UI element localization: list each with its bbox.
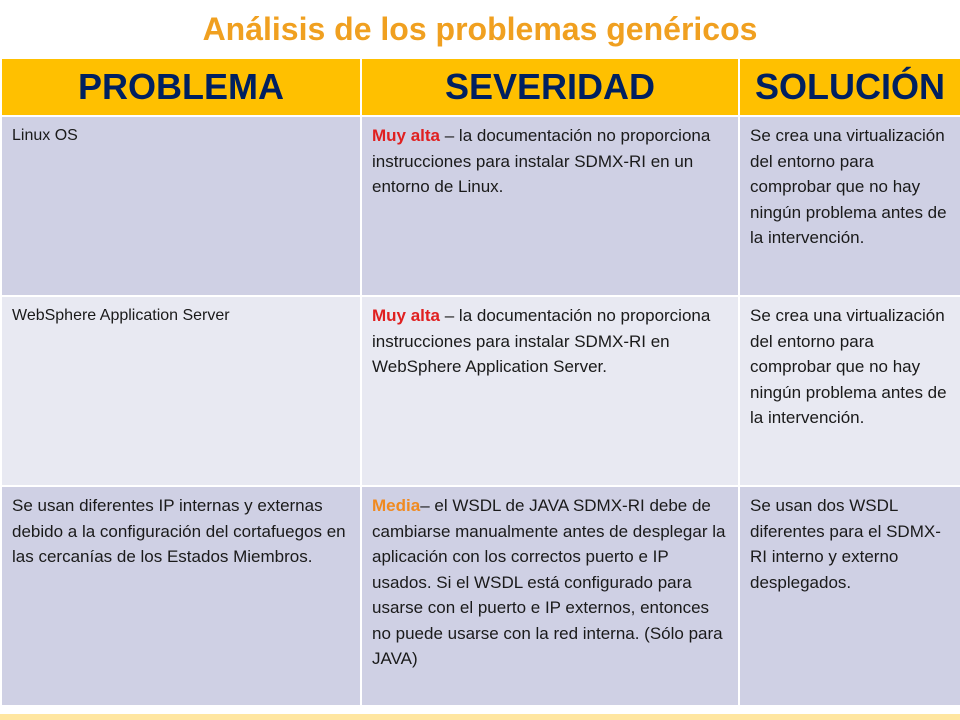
severity-level: Muy alta — [372, 306, 441, 325]
table-row — [1, 486, 960, 706]
problems-table — [0, 59, 960, 707]
severity-description: – el WSDL de JAVA SDMX-RI debe de cambiarse manualmente antes de desplegar la aplicación con los correctos puerto e IP usados. Si el WSDL está configurado para usarse con el puerto e IP externos, entonces no puede usarse con la red interna. (Sólo para JAVA) — [372, 496, 726, 668]
severity-cell — [361, 116, 739, 296]
severity-cell — [361, 296, 739, 486]
table-row — [1, 296, 960, 486]
solution-cell: Se crea una virtualización del entorno para comprobar que no hay ningún problema antes de la intervención. — [739, 116, 960, 296]
problem-cell: Linux OS — [1, 116, 361, 296]
table-row — [1, 116, 960, 296]
bottom-accent-bar — [0, 714, 960, 720]
solution-cell: Se crea una virtualización del entorno para comprobar que no hay ningún problema antes de la intervención. — [739, 296, 960, 486]
problem-cell: WebSphere Application Server — [1, 296, 361, 486]
severity-level: Muy alta — [372, 126, 445, 145]
problem-cell: Se usan diferentes IP internas y externas debido a la configuración del cortafuegos en las cercanías de los Estados Miembros. — [1, 486, 361, 706]
severity-level: Media — [372, 496, 421, 515]
slide-title: Análisis de los problemas genéricos — [202, 11, 758, 47]
solution-cell: Se usan dos WSDL diferentes para el SDMX-RI interno y externo desplegados. — [739, 486, 960, 706]
severity-description: – la documentación no proporciona instrucciones para instalar SDMX-RI en un entorno de Linux. — [372, 126, 711, 196]
header-severidad: SEVERIDAD — [361, 59, 739, 116]
severity-description: – la documentación no proporciona instrucciones para instalar SDMX-RI en WebSphere Application Server. — [372, 306, 711, 376]
table-header-row — [1, 59, 960, 116]
header-problema: PROBLEMA — [1, 59, 361, 116]
header-solucion: SOLUCIÓN — [739, 59, 960, 116]
severity-cell — [361, 486, 739, 706]
